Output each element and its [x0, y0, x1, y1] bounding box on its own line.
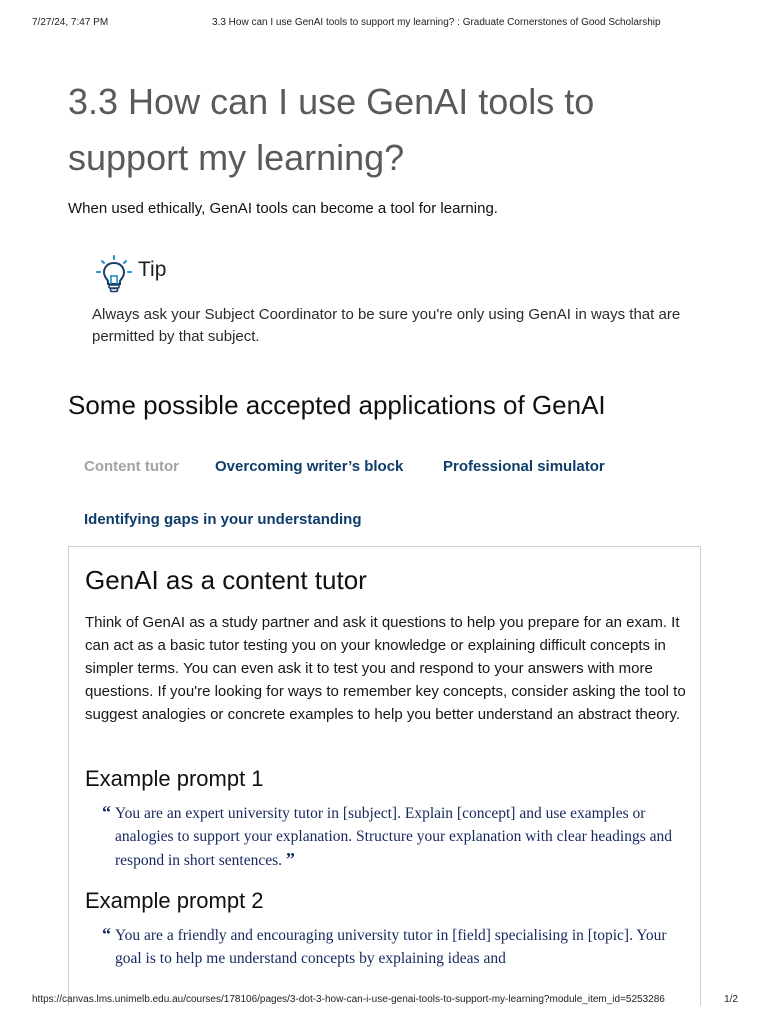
- lightbulb-icon: [94, 254, 134, 294]
- panel-body-text: Think of GenAI as a study partner and ask it questions to help you prepare for an exam. It can act as a basic tutor testing you on your knowledge or explaining difficult concepts in simpler terms. You can even ask it to test you and respond to your answers with more questions. If you're looking for ways to remember key concepts, consider asking the tool to suggest analogies or concrete examples to help you better understand an abstract theory.: [85, 614, 686, 723]
- print-url: https://canvas.lms.unimelb.edu.au/courses/178106/pages/3-dot-3-how-can-i-use-genai-tools-to-support-my-learning?module_item_id=5253286: [32, 994, 665, 1005]
- example-prompt-1-text: You are an expert university tutor in [subject]. Explain [concept] and use examples or analogies to support your explanation. Structure your explanation with clear headings and respond in short sentences.: [115, 805, 672, 869]
- tab-professional-simulator[interactable]: Professional simulator: [443, 458, 605, 475]
- tab-content-tutor[interactable]: Content tutor: [84, 458, 179, 475]
- tab-panel-content-tutor: [68, 546, 701, 1006]
- page-title: 3.3 How can I use GenAI tools to support my learning?: [68, 81, 595, 178]
- example-prompt-2-text: You are a friendly and encouraging university tutor in [field] specialising in [topic]. Your goal is to help me understand concepts by explaining ideas and: [115, 927, 667, 967]
- open-quote-icon: “: [102, 802, 111, 822]
- example-prompt-1-quote: [102, 802, 675, 872]
- print-page-title: 3.3 How can I use GenAI tools to support my learning? : Graduate Cornerstones of Good Scholarship: [212, 17, 661, 28]
- tab-identifying-gaps[interactable]: Identifying gaps in your understanding: [84, 511, 362, 528]
- section-heading: Some possible accepted applications of GenAI: [68, 390, 606, 420]
- print-header: [0, 0, 768, 40]
- example-prompt-2-heading: Example prompt 2: [85, 888, 264, 913]
- print-date: 7/27/24, 7:47 PM: [32, 17, 109, 28]
- example-prompt-2-quote: [102, 924, 675, 970]
- example-prompt-1-heading: Example prompt 1: [85, 766, 264, 791]
- open-quote-icon: “: [102, 924, 111, 944]
- close-quote-icon: ”: [285, 849, 295, 869]
- print-page-number: 1/2: [724, 994, 738, 1005]
- panel-heading: GenAI as a content tutor: [85, 565, 367, 595]
- intro-text: When used ethically, GenAI tools can become a tool for learning.: [68, 200, 498, 217]
- tab-overcoming-writers-block[interactable]: Overcoming writer’s block: [215, 458, 404, 475]
- tip-label: Tip: [138, 258, 167, 281]
- print-footer: [0, 990, 768, 1010]
- tip-text: Always ask your Subject Coordinator to be sure you're only using GenAI in ways that are permitted by that subject.: [92, 306, 681, 345]
